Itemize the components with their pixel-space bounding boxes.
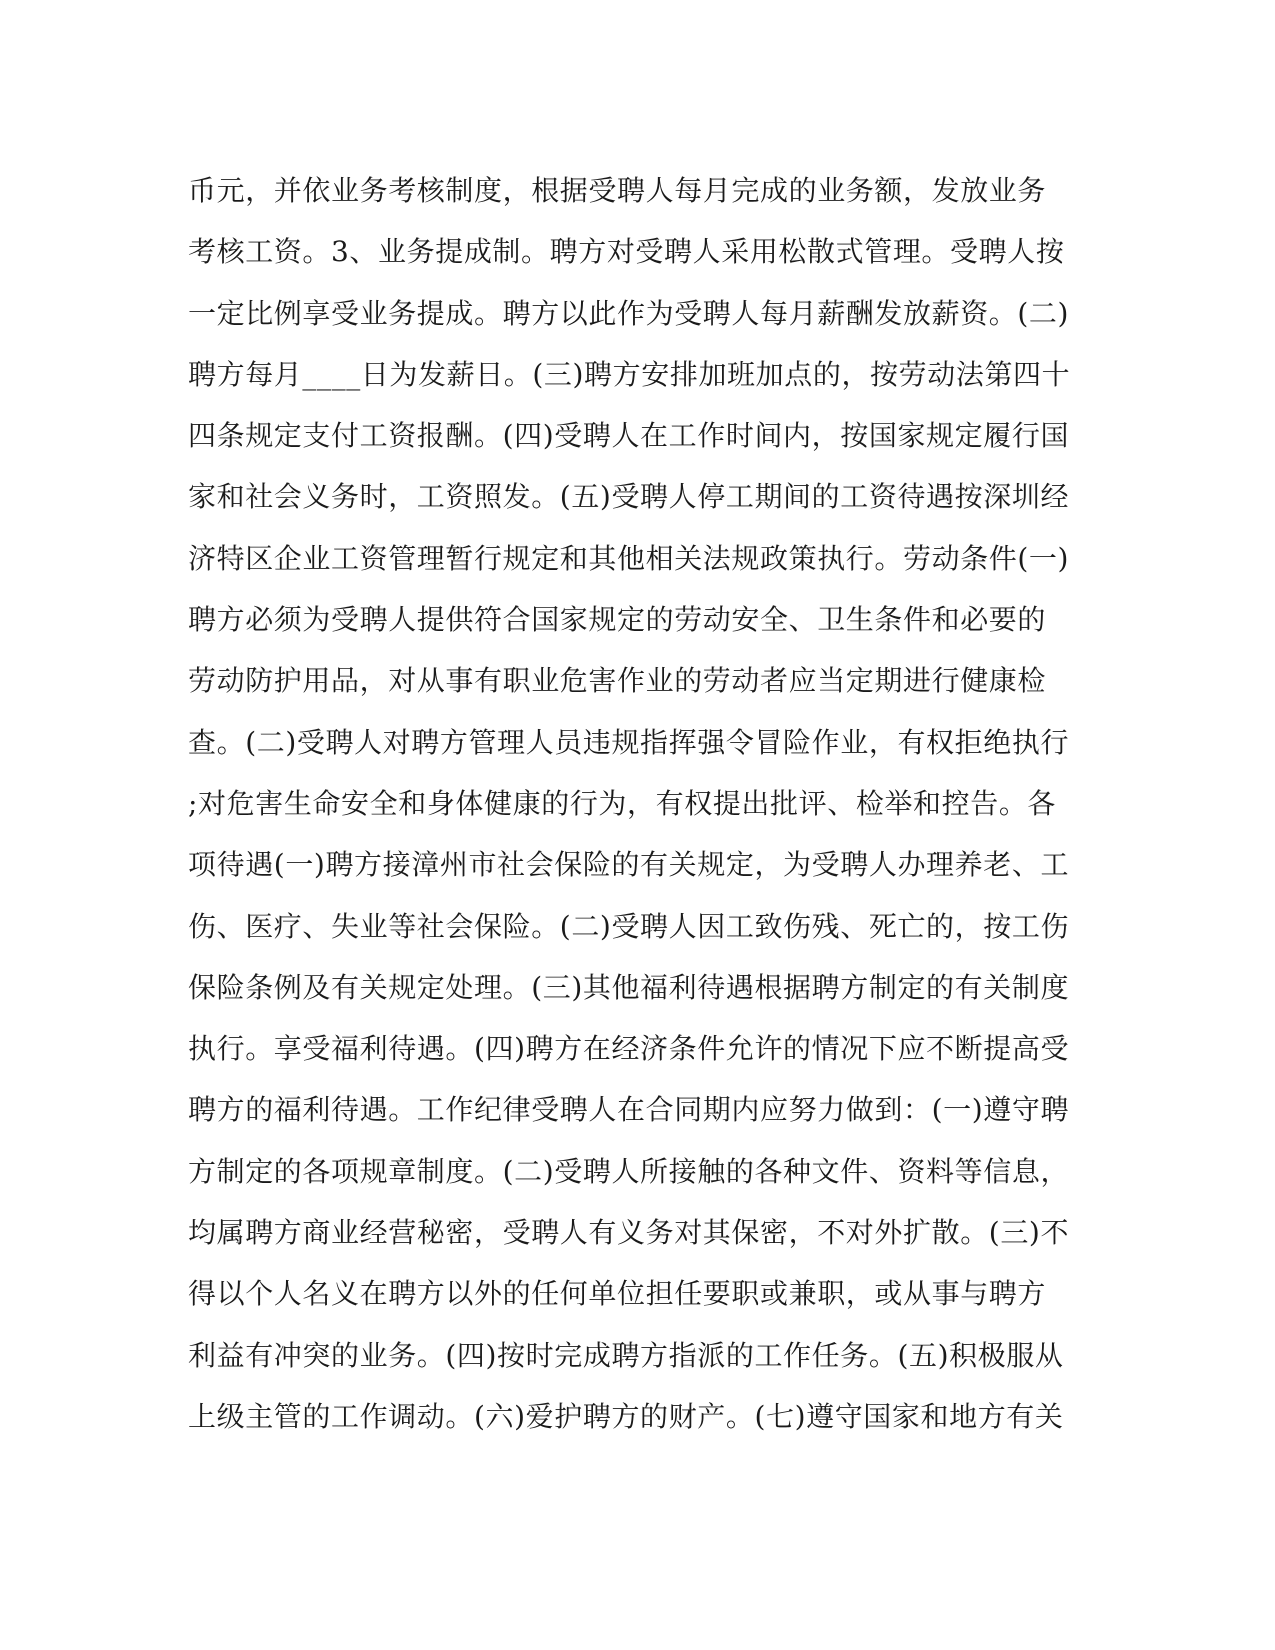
text-line: 聘方的福利待遇。工作纪律受聘人在合同期内应努力做到：(一)遵守聘 (188, 1093, 1070, 1127)
text-line: 家和社会义务时，工资照发。(五)受聘人停工期间的工资待遇按深圳经 (188, 480, 1070, 514)
text-line: 均属聘方商业经营秘密，受聘人有义务对其保密，不对外扩散。(三)不 (188, 1216, 1070, 1250)
text-line: 聘方每月____日为发薪日。(三)聘方安排加班加点的，按劳动法第四十 (188, 357, 1071, 391)
body-text (188, 160, 1088, 1447)
text-line: 一定比例享受业务提成。聘方以此作为受聘人每月薪酬发放薪资。(二) (188, 296, 1070, 330)
text-line: 得以个人名义在聘方以外的任何单位担任要职或兼职，或从事与聘方 (188, 1277, 1047, 1311)
text-line: 劳动防护用品，对从事有职业危害作业的劳动者应当定期进行健康检 (188, 664, 1047, 698)
text-line: ;对危害生命安全和身体健康的行为，有权提出批评、检举和控告。各 (188, 786, 1057, 820)
text-line: 济特区企业工资管理暂行规定和其他相关法规政策执行。劳动条件(一) (188, 541, 1070, 575)
text-line: 利益有冲突的业务。(四)按时完成聘方指派的工作任务。(五)积极服从 (188, 1338, 1064, 1372)
text-line: 聘方必须为受聘人提供符合国家规定的劳动安全、卫生条件和必要的 (188, 603, 1047, 637)
text-line: 方制定的各项规章制度。(二)受聘人所接触的各种文件、资料等信息， (188, 1154, 1070, 1188)
text-line: 伤、医疗、失业等社会保险。(二)受聘人因工致伤残、死亡的，按工伤 (188, 909, 1070, 943)
text-line: 保险条例及有关规定处理。(三)其他福利待遇根据聘方制定的有关制度 (188, 970, 1070, 1004)
text-line: 查。(二)受聘人对聘方管理人员违规指挥强令冒险作业，有权拒绝执行 (188, 725, 1070, 759)
text-line: 考核工资。3、业务提成制。聘方对受聘人采用松散式管理。受聘人按 (188, 235, 1065, 269)
text-line: 执行。享受福利待遇。(四)聘方在经济条件允许的情况下应不断提高受 (188, 1032, 1070, 1066)
text-line: 币元，并依业务考核制度，根据受聘人每月完成的业务额，发放业务 (188, 174, 1047, 207)
text-line: 上级主管的工作调动。(六)爱护聘方的财产。(七)遵守国家和地方有关 (188, 1399, 1064, 1433)
text-line: 项待遇(一)聘方接漳州市社会保险的有关规定，为受聘人办理养老、工 (188, 848, 1070, 882)
text-line: 四条规定支付工资报酬。(四)受聘人在工作时间内，按国家规定履行国 (188, 419, 1070, 453)
